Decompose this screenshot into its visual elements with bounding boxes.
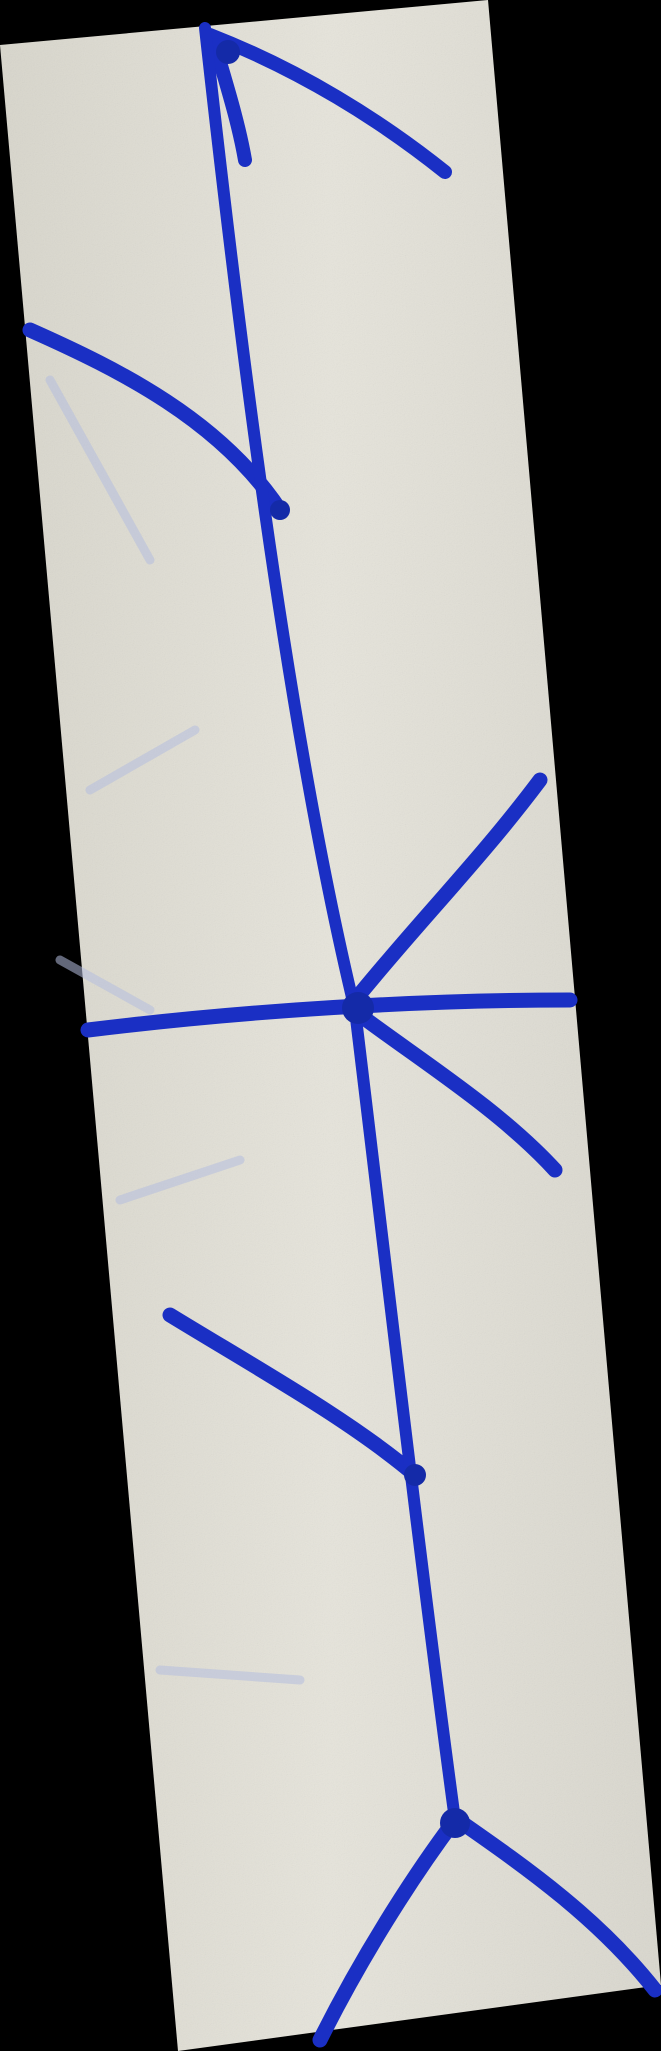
junction-blot-upper [270,500,290,520]
junction-blot-top [216,40,240,64]
junction-blot-lower [404,1464,426,1486]
junction-blot-bottom [440,1808,470,1838]
junction-blot-center [342,992,374,1024]
